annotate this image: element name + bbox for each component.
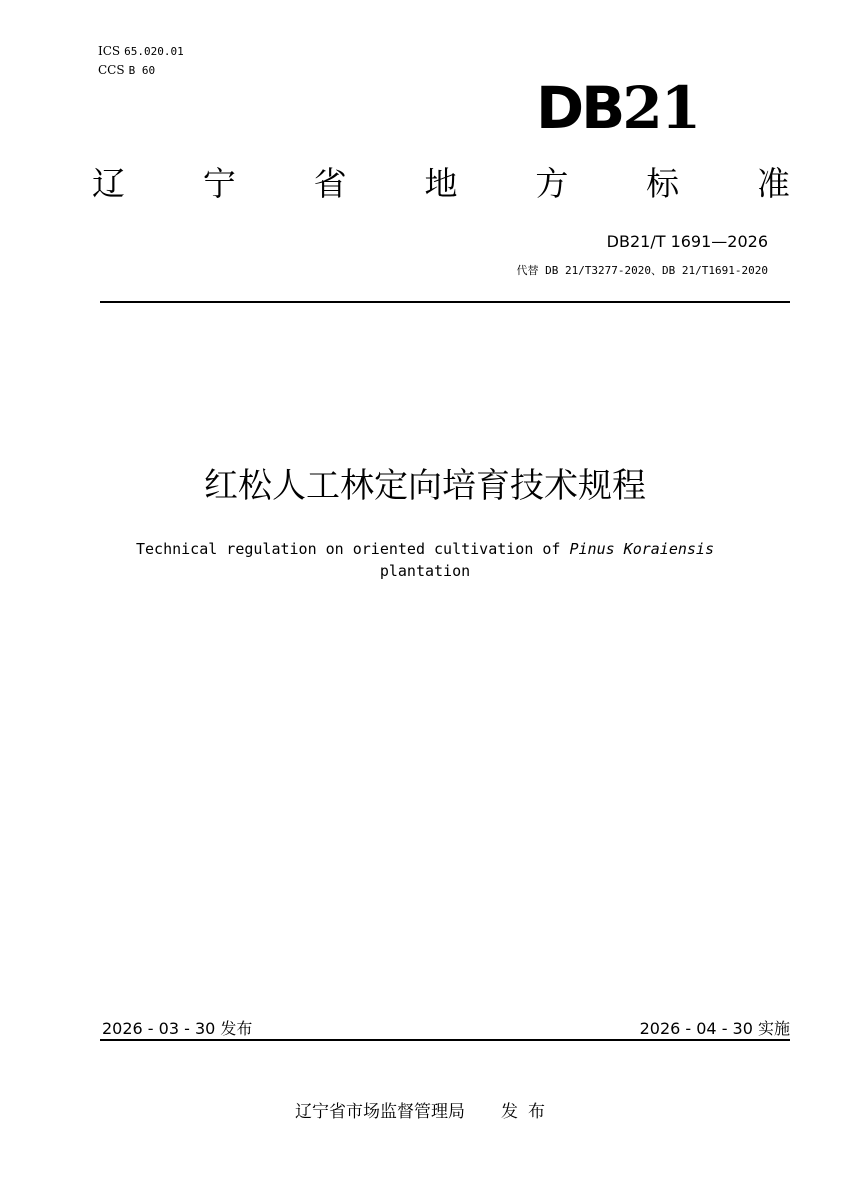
- classification-codes: [98, 42, 184, 80]
- region-standard-heading: [92, 162, 790, 206]
- region-char: 省: [313, 164, 347, 203]
- title-chinese: 红松人工林定向培育技术规程: [204, 466, 646, 506]
- publisher-action: 发布: [501, 1102, 555, 1122]
- region-char: 辽: [92, 164, 125, 203]
- region-char: 地: [424, 164, 458, 203]
- ccs-code: B 60: [128, 64, 156, 77]
- bottom-divider: [100, 1039, 790, 1041]
- logo-number: 21: [622, 74, 700, 142]
- standard-number: DB21/T 1691—2026: [606, 232, 768, 251]
- region-char: 方: [535, 164, 569, 203]
- publisher-name: 辽宁省市场监督管理局: [295, 1102, 465, 1122]
- logo-db: DB: [536, 74, 623, 142]
- region-char: 标: [646, 164, 680, 203]
- replaces-standards: 代替 DB 21/T3277-2020、DB 21/T1691-2020: [516, 264, 768, 277]
- region-char: 准: [756, 164, 790, 203]
- ccs-line: [98, 61, 184, 80]
- ics-line: [98, 42, 184, 61]
- ccs-label: CCS: [98, 63, 125, 77]
- title-en-prefix: Technical regulation on oriented cultivation of: [136, 540, 570, 558]
- ics-code: 65.020.01: [124, 45, 184, 58]
- title-english: [0, 538, 850, 582]
- db21-logo: [536, 76, 699, 140]
- top-divider: [100, 301, 790, 303]
- title-en-suffix: plantation: [379, 562, 471, 580]
- publisher: [0, 1097, 850, 1122]
- title-en-species: Pinus Koraiensis: [569, 540, 714, 558]
- ics-label: ICS: [98, 44, 121, 58]
- issue-date: 2026 - 03 - 30 发布: [102, 1019, 253, 1038]
- region-char: 宁: [202, 164, 236, 203]
- implementation-date: 2026 - 04 - 30 实施: [639, 1019, 790, 1038]
